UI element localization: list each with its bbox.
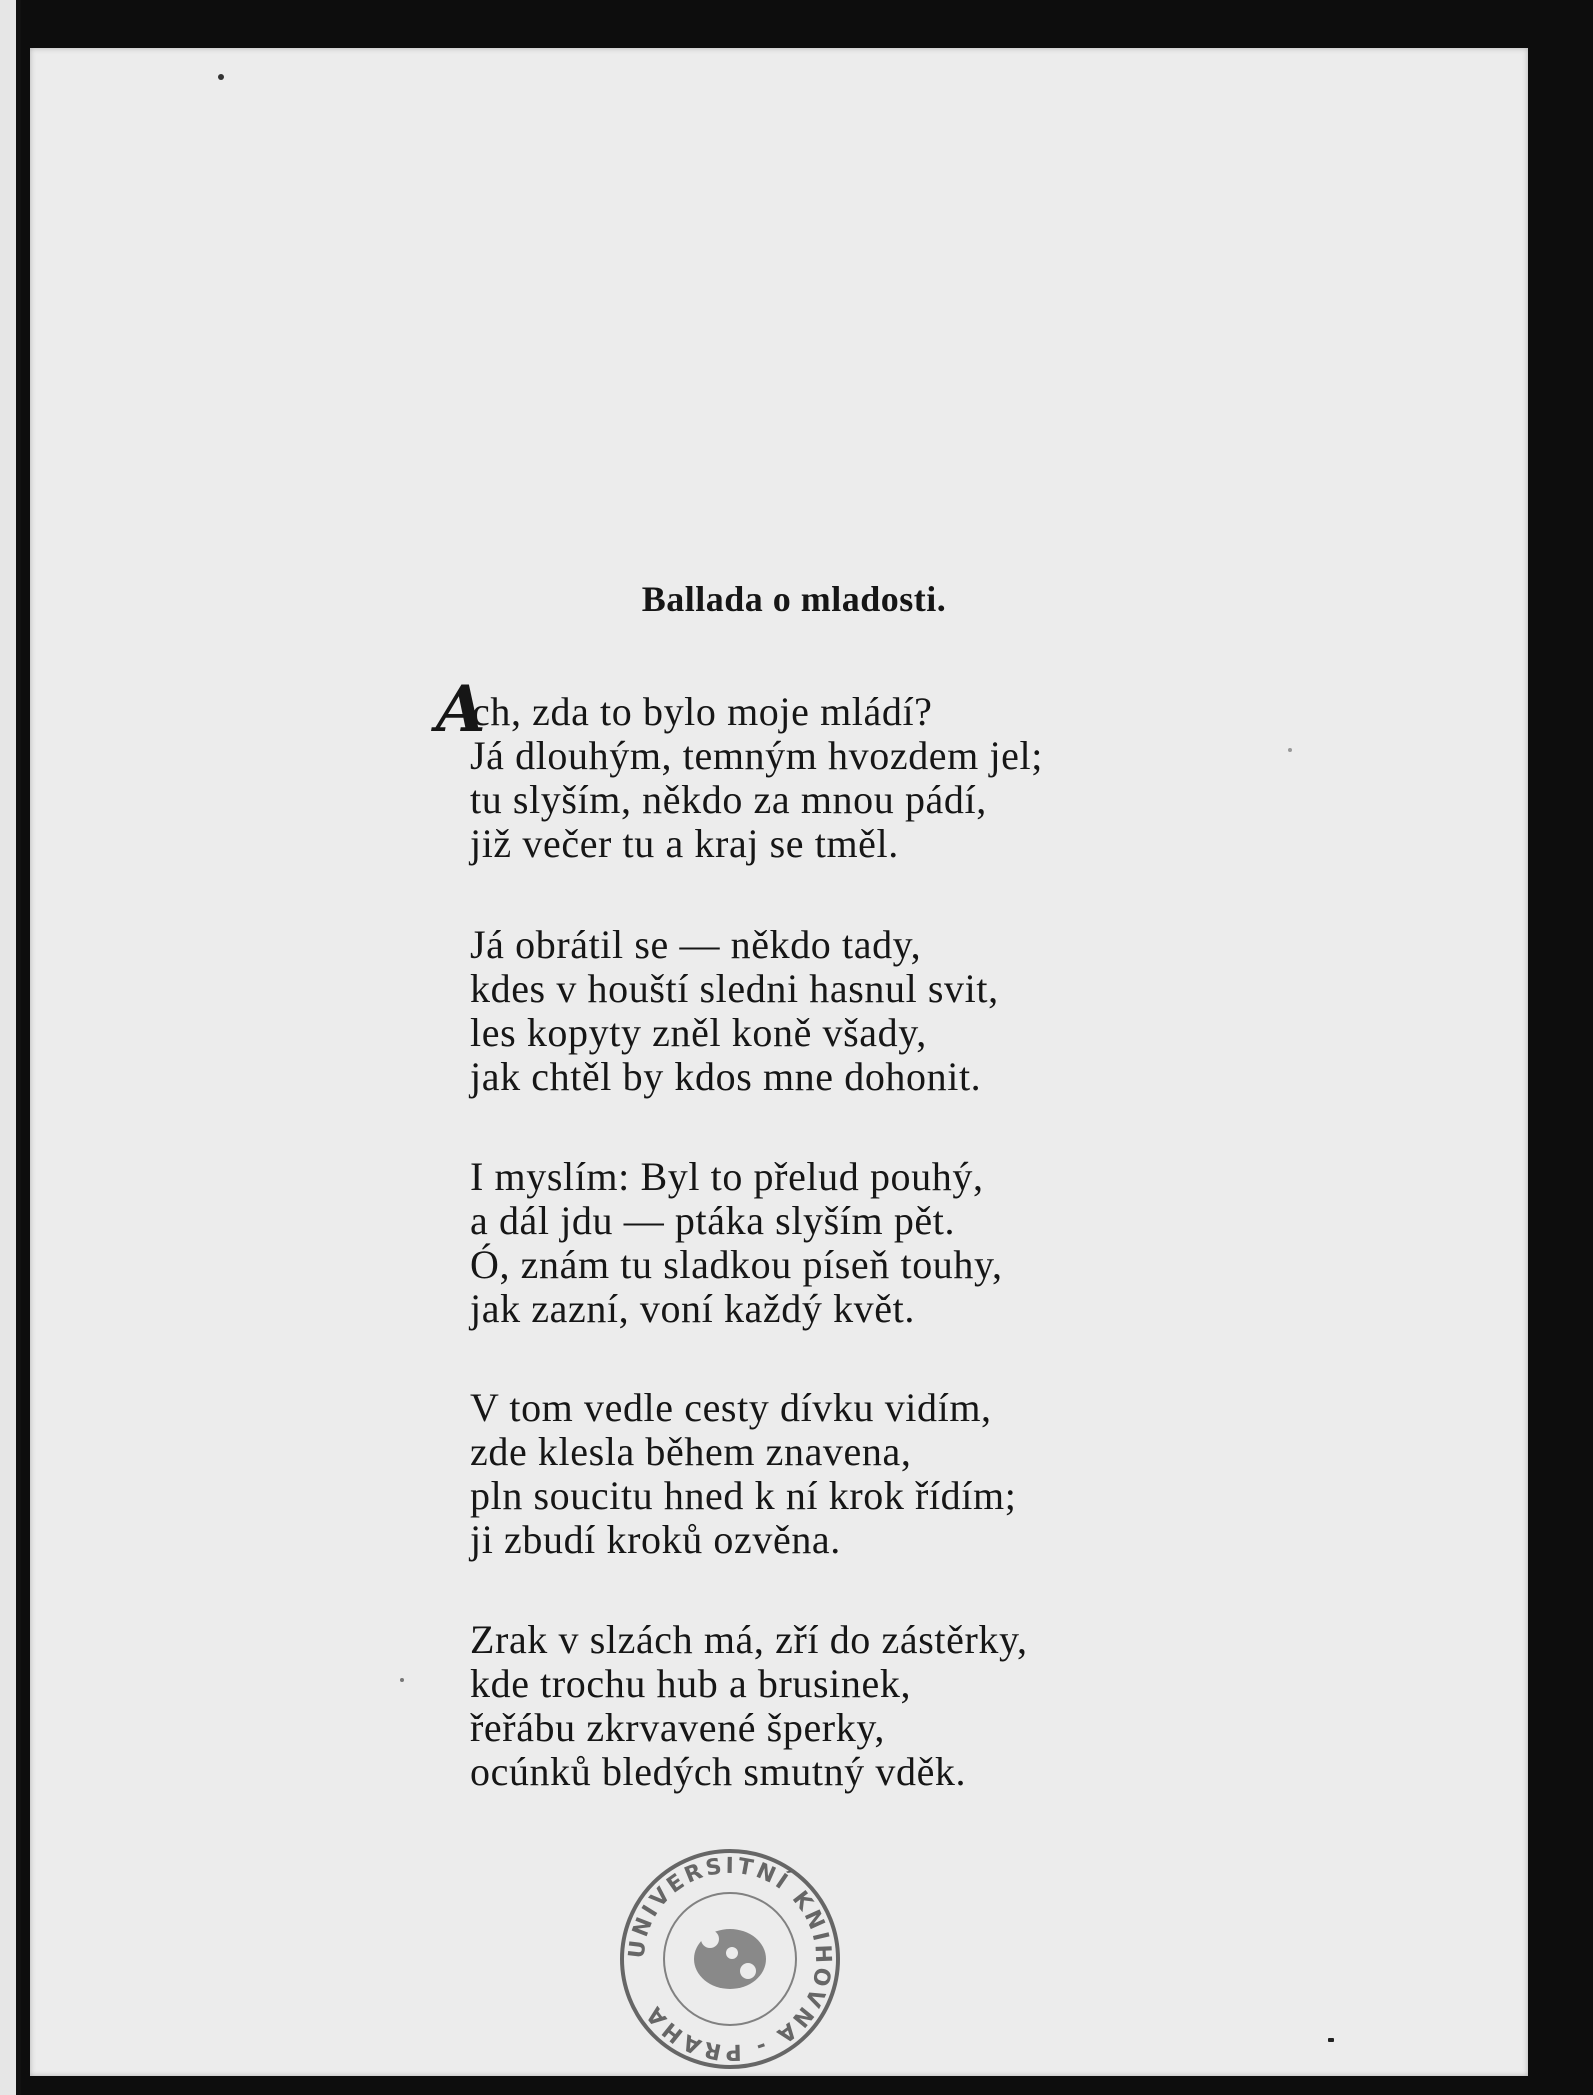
stanza-5: [470, 1618, 1028, 1794]
stamp-text: UNIVERSITNÍ KNIHOVNA - PRAHA: [624, 1853, 836, 2065]
poem-line: ji zbudí kroků ozvěna.: [470, 1517, 841, 1562]
poem-line: ocúnků bledých smutný vděk.: [470, 1749, 967, 1794]
stanza-3: [470, 1155, 1003, 1331]
poem-line: Ach, zda to bylo moje mládí?: [436, 672, 933, 747]
stanza-2: [470, 923, 999, 1099]
poem-line: zde klesla během znavena,: [470, 1429, 912, 1474]
crest-icon: [694, 1929, 766, 1989]
poem-line: řeřábu zkrvavené šperky,: [470, 1705, 885, 1750]
poem-line: již večer tu a kraj se tměl.: [470, 821, 899, 866]
poem-line: V tom vedle cesty dívku vidím,: [470, 1385, 992, 1430]
poem-line: jak zazní, voní každý květ.: [470, 1286, 915, 1331]
stanza-1: [436, 672, 1043, 866]
poem-line: Ó, znám tu sladkou píseň touhy,: [470, 1242, 1003, 1287]
dust-speck: [1328, 2038, 1334, 2042]
poem-line: kdes v houští sledni hasnul svit,: [470, 966, 999, 1011]
poem-line: pln soucitu hned k ní krok řídím;: [470, 1473, 1017, 1518]
library-stamp: [614, 1843, 846, 2075]
poem-line: kde trochu hub a brusinek,: [470, 1661, 912, 1706]
poem-line: a dál jdu — ptáka slyším pět.: [470, 1198, 956, 1243]
poem-line: jak chtěl by kdos mne dohonit.: [470, 1054, 982, 1099]
poem-line: Já obrátil se — někdo tady,: [470, 922, 922, 967]
decorative-initial: A: [436, 672, 487, 747]
paper-sheet: [30, 48, 1528, 2076]
poem-title: Ballada o mladosti.: [641, 579, 947, 619]
poem-line: les kopyty zněl koně všady,: [470, 1010, 927, 1055]
poem-line: I myslím: Byl to přelud pouhý,: [470, 1154, 984, 1199]
poem-line: tu slyším, někdo za mnou pádí,: [470, 777, 987, 822]
stanza-4: [470, 1386, 1016, 1562]
dust-speck: [218, 74, 224, 80]
facing-page-edge: [0, 0, 21, 2095]
poem-line: Já dlouhým, temným hvozdem jel;: [470, 733, 1043, 778]
dust-speck: [400, 1678, 404, 1682]
dust-speck: [1288, 748, 1292, 752]
poem-line: Zrak v slzách má, zří do zástěrky,: [470, 1617, 1028, 1662]
